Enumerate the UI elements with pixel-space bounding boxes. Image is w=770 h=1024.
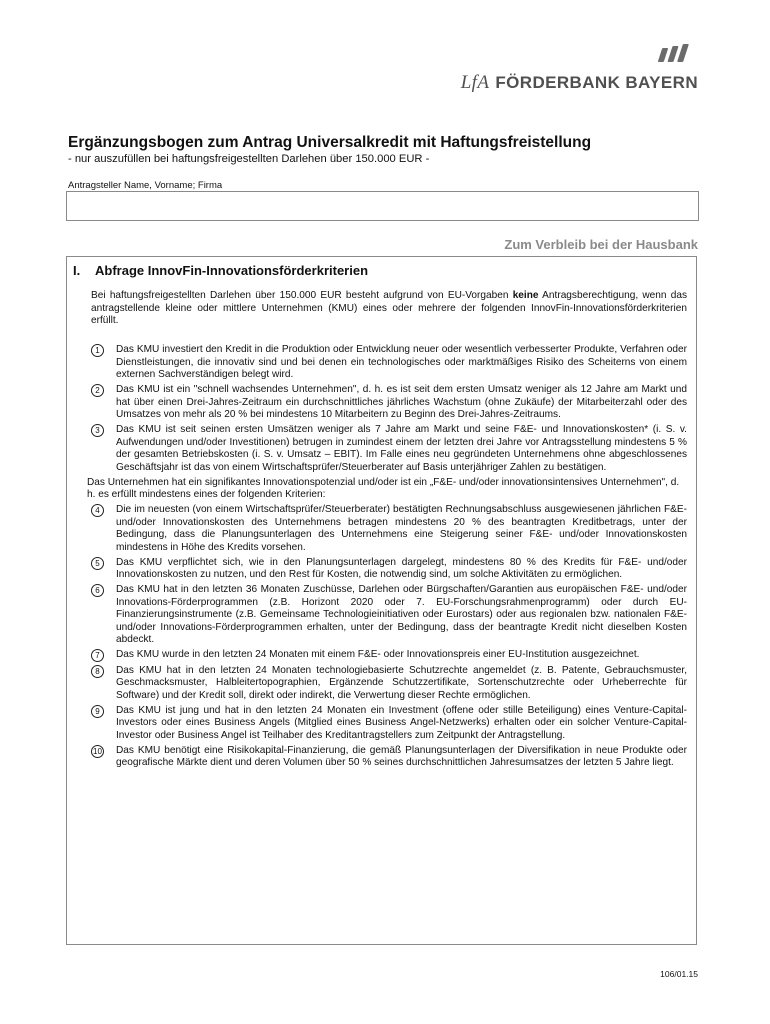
criterion-item [91, 649, 687, 662]
section-intro [91, 290, 687, 328]
criterion-number: 10 [91, 745, 104, 758]
criterion-text: Das KMU verpflichtet sich, wie in den Planungsunterlagen dargelegt, mindestens 80 % des Kredits für F&E- und/oder Innovationskosten zu nutzen, und den Rest für Kosten, die notwendig sind, um solche Aktivitäten zu ermöglichen. [116, 556, 687, 580]
logo-text [461, 72, 698, 94]
criterion-number: 2 [91, 384, 104, 397]
criterion-item [91, 665, 687, 703]
criterion-text: Das KMU wurde in den letzten 24 Monaten mit einem F&E- oder Innovationspreis einer EU-Institution ausgezeichnet. [116, 649, 640, 660]
criterion-item [91, 504, 687, 554]
section-innovfin [66, 256, 697, 945]
criterion-item [91, 745, 687, 770]
criterion-number: 9 [91, 705, 104, 718]
criterion-text: Das KMU ist ein "schnell wachsendes Unternehmen", d. h. es ist seit dem ersten Umsatz weniger als 12 Jahre am Markt und hat über einen Drei-Jahres-Zeitraum ein durchschnittliches jährliches Wachstum (ohne Zukäufe) der Mitarbeiterzahl oder des Umsatzes von mehr als 20 % bei mindestens 10 Mitarbeitern zu Beginn des Drei-Jahres-Zeitraums. [116, 384, 687, 420]
criterion-item [91, 705, 687, 743]
applicant-label: Antragsteller Name, Vorname; Firma [68, 180, 223, 191]
criterion-text: Das KMU hat in den letzten 36 Monaten Zuschüsse, Darlehen oder Bürgschaften/Garantien aus europäischen F&E- und/oder Innovations-Förderprogrammen (z.B. Horizont 2020 oder 7. EU-Forschungsrahmenprogramm) oder durch EU-Finanzierungsinstrumente (z.B. Gemeinsame Technologieinitiativen oder Eurostars) oder aus regionalen bzw. nationalen F&E- und/oder Innovations-Förderprogrammen erhalten, unter der Bedingung, dass der beantragte Kredit nicht dieselben Kosten abdeckt. [116, 584, 687, 645]
criterion-text: Das KMU investiert den Kredit in die Produktion oder Entwicklung neuer oder wesentlich verbesserter Produkte, Verfahren oder Dienstleistungen, die innovativ sind und bei denen ein technologisches oder marktmäßiges Risiko des Scheiterns von einem externen Sachverständigen belegt wird. [116, 344, 687, 380]
logo-mark-icon [660, 44, 686, 62]
criterion-text: Das KMU benötigt eine Risikokapital-Finanzierung, die gemäß Planungsunterlagen der Diversifikation in neue Produkte oder geografische Märkte dient und deren Volumen über 50 % seines durchschnittlichen Jahresumsatzes der letzten 5 Jahre liegt. [116, 744, 687, 768]
intro-after: Antragsberechtigung, wenn das antragstellende kleine oder mittlere Unternehmen (KMU) eines oder mehrere der folgenden InnovFin-Innovationsförderkriterien erfüllt. [91, 290, 688, 326]
criterion-number: 5 [91, 557, 104, 570]
page-subtitle: - nur auszufüllen bei haftungsfreigestellten Darlehen über 150.000 EUR - [68, 153, 430, 165]
section-heading [73, 263, 368, 278]
applicant-name-field[interactable] [66, 191, 699, 221]
criterion-number: 1 [91, 344, 104, 357]
criterion-item [91, 584, 687, 647]
criterion-number: 8 [91, 665, 104, 678]
criterion-number: 6 [91, 584, 104, 597]
criterion-number: 4 [91, 504, 104, 517]
criteria-list [87, 344, 687, 772]
intro-bold: keine [512, 290, 539, 301]
section-number: I. [73, 263, 81, 278]
logo-lfa: LfA [460, 72, 490, 93]
criterion-text: Das KMU hat in den letzten 24 Monaten technologiebasierte Schutzrechte angemeldet (z. B. Patente, Gebrauchsmuster, Geschmacksmuster, Halbleitertopographien, Ergänzende Schutzzertifikate, Sortenschutzrechte oder Urheberrechte für Software) und der Kredit soll, direkt oder indirekt, die Verwertung dieser Rechte ermöglichen. [116, 664, 687, 701]
innovation-potential-text: Das Unternehmen hat ein signifikantes Innovationspotenzial und/oder ist ein „F&E- und/oder innovationsintensives Unternehmen", d. h. es erfüllt mindestens eines der folgenden Kriterien: [87, 476, 680, 500]
criterion-item [91, 384, 687, 422]
criterion-number: 3 [91, 424, 104, 437]
criterion-text: Das KMU ist jung und hat in den letzten 24 Monaten ein Investment (offene oder stille Beteiligung) eines Venture-Capital-Investors oder eines Business Angels (Mitglied eines Business Angel-Netzwerks) erhalten oder ein solcher Venture-Capital-Investor oder Business Angel ist Teilhaber des Kreditantragstellers zum Zeitpunkt der Antragstellung. [116, 704, 687, 741]
lfa-logo [460, 44, 698, 94]
criterion-item [91, 557, 687, 582]
section-title: Abfrage InnovFin-Innovationsförderkriterien [95, 263, 369, 278]
logo-brand: FÖRDERBANK BAYERN [495, 73, 698, 92]
form-code: 106/01.15 [660, 969, 698, 979]
verbleib-note: Zum Verbleib bei der Hausbank [504, 237, 698, 252]
criterion-text: Das KMU ist seit seinen ersten Umsätzen weniger als 7 Jahre am Markt und seine F&E- und Innovationskosten* (i. S. v. Aufwendungen und/oder Investitionen) betrugen in zumindest einem der letzten drei Jahre vor Antragsstellung mindestens 5 % der gesamten Betriebskosten (i. S. v. Umsatz – EBIT). Im Falle eines neu gegründeten Unternehmens ohne abgeschlossenes Geschäftsjahr ist das von einem Wirtschaftsprüfer/Steuerberater auf Basis unterjähriger Zahlen zu bestätigen. [116, 424, 687, 473]
criterion-item [91, 344, 687, 382]
criterion-text: Die im neuesten (von einem Wirtschaftsprüfer/Steuerberater) bestätigten Rechnungsabschluss ausgewiesenen jährlichen F&E- und/oder Innovationskosten des Unternehmens betragen mindestens 20 % des beantragten Kreditbetrags, unter der Bedingung, dass die Planungsunterlagen des Unternehmens eine Steigerung seiner F&E- und/oder Innovationskosten mindestens in Höhe des Kredits vorsehen. [116, 504, 687, 553]
criterion-item [91, 424, 687, 474]
criterion-number: 7 [91, 649, 104, 662]
intro-before: Bei haftungsfreigestellten Darlehen über 150.000 EUR besteht aufgrund von EU-Vorgaben [91, 290, 513, 301]
page-title: Ergänzungsbogen zum Antrag Universalkredit mit Haftungsfreistellung [68, 134, 592, 151]
